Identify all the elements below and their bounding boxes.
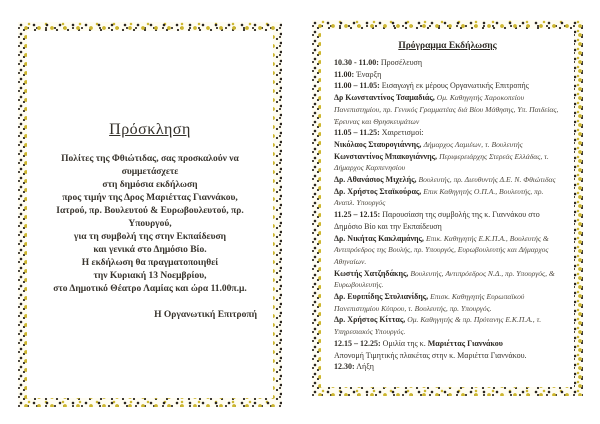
program-name: Δρ. Χρήστος Κίττας, [334, 315, 408, 325]
program-name: Δρ Κωνσταντίνος Τσαμαδιάς, [334, 93, 437, 103]
program-text: Λήξη [354, 362, 374, 372]
program-text: Χαιρετισμοί: [379, 128, 424, 138]
program-role: Επικ. Καθηγητής Ε.Κ.Π.Α., Βουλευτής & Αντιπρόεδρος της Βουλής, πρ. Υπουργός, Ευρωβουλευτής και Δήμαρχος Αθηναίων. [334, 233, 549, 266]
program-item [334, 127, 562, 139]
invitation-title: Πρόσκληση [109, 121, 191, 138]
program-text: Έναρξη [354, 69, 382, 79]
invitation-body [27, 153, 273, 296]
program-item [334, 361, 562, 373]
program-name: Κωνσταντίνος Μπακογιάννης, [334, 151, 440, 161]
program-item [334, 92, 562, 127]
program-item [334, 314, 562, 337]
program-role: Ομ. Καθηγητής & πρ. Πρύτανης Ε.Κ.Π.Α., τ. Υπηρεσιακός Υπουργός. [334, 315, 542, 337]
program-item [334, 186, 562, 209]
program-name: Δρ. Νικήτας Κακλαμάνης, [334, 233, 426, 243]
invitation-page [18, 22, 282, 407]
program-item [334, 57, 562, 69]
program-list [321, 57, 574, 373]
program-page [312, 20, 583, 396]
program-role: Επισκ. Καθηγητής Ευρωπαϊκού Πανεπιστημίου Κύπρου, τ. Βουλευτής, πρ. Υπουργός. [334, 292, 525, 313]
invitation-line: Ιατρού, πρ. Βουλευτού & Ευρωβουλευτού, πρ. Υπουργού, [56, 206, 244, 229]
program-name: Δρ. Ευριπίδης Στυλιανίδης, [334, 292, 431, 302]
invitation-line: στο Δημοτικό Θέατρο Λαμίας και ώρα 11.00π.μ. [53, 284, 247, 294]
program-title: Πρόγραμμα Εκδήλωσης [398, 41, 497, 51]
program-item [334, 233, 562, 268]
program-time: 11.00 – 11.05: [334, 81, 380, 91]
invitation-line: Η εκδήλωση θα πραγματοποιηθεί [81, 258, 219, 268]
invitation-signature: Η Οργανωτική Επιτροπή [154, 310, 257, 320]
program-item [334, 338, 562, 350]
invitation-line: στη δημόσια εκδήλωση [102, 180, 198, 190]
program-text: Εισαγωγή εκ μέρους Οργανωτικής Επιτροπής [379, 81, 529, 91]
program-time: 11.00: [334, 69, 355, 79]
program-text: Απονομή Τιμητικής πλακέτας στην κ. Μαριέττα Γιαννάκου. [334, 350, 527, 360]
program-role: Βουλευτής, Αντιπρόεδρος Ν.Δ., πρ. Υπουργός, & Ευρωβουλευτής. [334, 268, 555, 290]
program-item [334, 350, 562, 362]
program-name: Δρ. Χρήστος Σταϊκούρας, [334, 186, 424, 196]
program-role: Ομ. Καθηγητής Χαροκοπείου Πανεπιστημίου, πρ. Γενικός Γραμματέας διά Βίου Μάθησης, Υπ. Παιδείας, Έρευνας και Θρησκευμάτων [334, 93, 559, 126]
program-name: Κωστής Χατζηδάκης, [334, 268, 411, 278]
program-role: Βουλευτής, πρ. Διευθυντής Δ.Ε. Ν. Φθιώτιδας [418, 175, 556, 185]
program-item [334, 174, 562, 186]
program-role: Επικ Καθηγητής Ο.Π.Α., Βουλευτής, πρ. Αναπλ. Υπουργός [334, 186, 544, 208]
program-name: Νικόλαος Σταυρογιάννης, [334, 139, 424, 149]
program-text: Προσέλευση [378, 58, 423, 67]
program-item [334, 151, 562, 174]
program-role: Περιφερειάρχης Στερεάς Ελλάδας, τ. Δήμαρχος Καρπενησίου [334, 151, 549, 173]
invitation-line: για τη συμβολή της στην Εκπαίδευση [73, 232, 227, 242]
program-item [334, 69, 562, 81]
program-name: Δρ. Αθανάσιος Μιχελής, [334, 175, 419, 185]
program-item [334, 209, 562, 232]
invitation-line: προς τιμήν της Δρος Μαριέττας Γιαννάκου, [62, 193, 238, 203]
invitation-line: Πολίτες της Φθιώτιδας, σας προσκαλούν να συμμετάσχετε [61, 154, 239, 177]
program-item [334, 80, 562, 92]
program-item [334, 291, 562, 314]
program-time: 12.30: [334, 362, 355, 372]
program-item [334, 268, 562, 291]
program-role: Δήμαρχος Λαμιέων, τ. Βουλευτής [423, 139, 523, 149]
invitation-line: και γενικά στο Δημόσιο Βίο. [93, 245, 207, 255]
program-name: Μαριέττας Γιαννάκου [427, 338, 503, 348]
program-text: Ομιλία της κ. [380, 338, 428, 348]
program-time: 10.30 - 11.00: [334, 58, 379, 67]
program-item [334, 139, 562, 151]
program-text: Παρουσίαση της συμβολής της κ. Γιαννάκου στο Δημόσιο Βίο και την Εκπαίδευση [334, 210, 540, 231]
program-time: 11.05 – 11.25: [334, 128, 380, 138]
program-time: 11.25 – 12.15: [334, 210, 381, 220]
invitation-line: την Κυριακή 13 Νοεμβρίου, [93, 271, 207, 281]
program-time: 12.15 – 12.25: [334, 338, 381, 348]
